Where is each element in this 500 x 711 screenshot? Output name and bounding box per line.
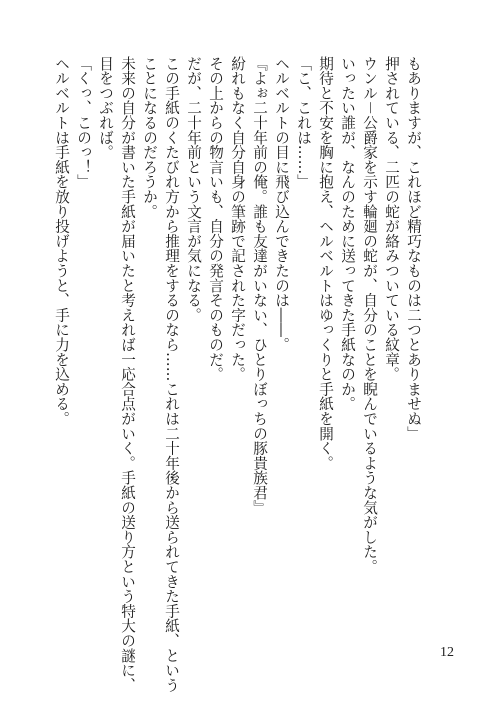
text-line-9: 紛れもなく自分自身の筆跡で記された字だった。 <box>229 56 246 382</box>
text-line-16: 「くっ、このっ！」 <box>75 56 92 190</box>
text-line-2: 押されている、二匹の蛇が絡みついている紋章。 <box>383 56 400 382</box>
vertical-text-body <box>53 56 424 693</box>
text-line-14: 未来の自分が書いた手紙が届いたと考えれば一応合点がいく。手紙の送り方という特大の謎に、 <box>119 56 136 693</box>
text-line-6: 「こ、これは……」 <box>295 56 312 190</box>
text-line-5: 期待と不安を胸に抱え、ヘルベルトはゆっくりと手紙を開く。 <box>317 56 334 471</box>
text-line-8: 『よぉ二十年前の俺。誰も友達がいない、ひとりぼっちの豚貴族君』 <box>251 56 268 515</box>
text-line-1: もありますが、これほど精巧なものは二つとありませぬ」 <box>405 56 422 441</box>
page-number: 12 <box>440 645 454 660</box>
text-line-4: いったい誰が、なんのために送ってきた手紙なのか。 <box>339 56 356 412</box>
text-line-3: ウンル－公爵家を示す輪廻の蛇が、自分のことを睨んでいるような気がした。 <box>361 56 378 574</box>
text-line-12: この手紙のくたびれ方から推理をするのなら……これは二十年後から送られてきた手紙、という <box>163 56 180 693</box>
text-line-7: ヘルベルトの目に飛び込んできたのは――。 <box>273 56 290 352</box>
text-line-13: ことになるのだろうか。 <box>141 56 158 219</box>
text-line-11: だが、二十年前という文言が気になる。 <box>185 56 202 323</box>
text-line-10: その上からの物言いも、自分の発言そのものだ。 <box>207 56 224 382</box>
text-line-17: ヘルベルトは手紙を放り投げようと、手に力を込める。 <box>53 56 70 426</box>
text-line-15: 目をつぶれば。 <box>97 56 114 160</box>
